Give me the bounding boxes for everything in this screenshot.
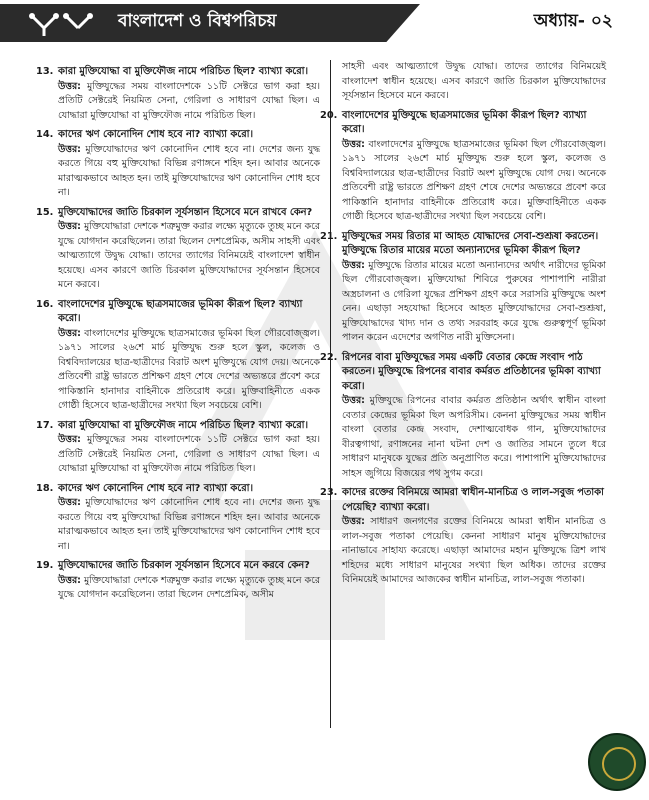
answer-text [342, 394, 606, 481]
answer-text [58, 574, 320, 603]
answer-label: উত্তর: [58, 143, 81, 155]
question-text: কাদের ঋণ কোনোদিন শোধ হবে না? ব্যাখ্যা করো। [58, 482, 253, 494]
question-number: 23. [320, 487, 338, 498]
question-item [36, 482, 320, 555]
question-item [36, 559, 320, 603]
answer-label: উত্তর: [58, 434, 81, 445]
answer-label: উত্তর: [58, 327, 81, 339]
answer-label: উত্তর: [58, 497, 81, 508]
question-item [36, 65, 320, 123]
question-text: কারা মুক্তিযোদ্ধা বা মুক্তিফৌজ নামে পরিচিত ছিল? ব্যাখ্যা করো। [58, 419, 308, 431]
answer-text [58, 496, 320, 554]
answer-label: উত্তর: [342, 259, 365, 271]
question-text: মুক্তিযোদ্ধাদের জাতি চিরকাল সূর্যসন্তান হিসেবে মনে করবে কেন? [58, 560, 310, 571]
answer-body: মুক্তিযোদ্ধারা দেশকে শত্রুমুক্ত করার লক্ষ্যে মৃত্যুকে তুচ্ছ মনে করে যুদ্ধে যোগদান করেছিলেন। তারা ছিলেন দেশপ্রেমিক, অসীম সাহসী এবং আত্মত্যাগে উদ্বুদ্ধ যোদ্ধা। তাদের ত্যাগের বিনিময়েই বাংলাদেশ স্বাধীন হয়েছে। এসব কারণে জাতি চিরকাল মুক্তিযোদ্ধাদের সূর্যসন্তান হিসেবে মনে করবে। [58, 221, 320, 290]
answer-body: মুক্তিযোদ্ধাদের ঋণ কোনোদিন শোধ হবে না। দেশের জন্য যুদ্ধ করতে গিয়ে বহু মুক্তিযোদ্ধা বিভিন্ন রণাঙ্গনে শহিদ হন। আবার অনেকে মারাত্মকভাবে আহত হন। তাই মুক্তিযোদ্ধাদের ঋণ কোনোদিন শোধ হবে না। [58, 143, 320, 198]
question-item [36, 419, 320, 477]
question-text: কারা মুক্তিযোদ্ধা বা মুক্তিফৌজ নামে পরিচিত ছিল? ব্যাখ্যা করো। [58, 66, 308, 77]
question-item [36, 298, 320, 414]
question-item [320, 109, 606, 225]
answer-body: মুক্তিযুদ্ধের সময় বাংলাদেশকে ১১টি সেক্টরে ভাগ করা হয়। প্রতিটি সেক্টরেই নিয়মিত সেনা, গেরিলা ও সাধারণ যোদ্ধা ছিল। এ যোদ্ধারা মুক্তিযোদ্ধা বা মুক্তিফৌজ নামে পরিচিত ছিল। [58, 434, 320, 474]
question-heading [36, 419, 320, 434]
answer-label: উত্তর: [342, 395, 365, 406]
left-column [36, 60, 320, 603]
question-item [36, 206, 320, 293]
question-text: কাদের ঋণ কোনোদিন শোধ হবে না? ব্যাখ্যা করো। [58, 129, 253, 140]
question-heading [36, 559, 320, 574]
book-badge-icon [588, 733, 646, 791]
question-item [320, 351, 606, 482]
answer-text [58, 433, 320, 477]
question-number: 22. [320, 351, 338, 363]
column-divider [330, 60, 331, 728]
question-heading [36, 482, 320, 497]
question-heading [320, 230, 606, 259]
question-item [320, 486, 606, 588]
book-title: বাংলাদেশ ও বিশ্বপরিচয় [118, 11, 277, 31]
question-number: 14. [36, 129, 54, 140]
answer-body: মুক্তিযুদ্ধে রিপনের বাবার কর্মরত প্রতিষ্ঠান অর্থাৎ স্বাধীন বাংলা বেতার কেন্দ্রের ভূমিকা ছিল অপরিসীম। কেননা মুক্তিযুদ্ধের সময় স্বাধীন বাংলা বেতার কেন্দ্র সংবাদ, দেশাত্মবোধক গান, মুক্তিযোদ্ধাদের বীরত্বগাথা, রণাঙ্গনের নানা ঘটনা দেশ ও জাতির সামনে তুলে ধরে সাধারণ মানুষকে যুদ্ধের প্রতি অনুপ্রাণিত করে। পাশাপাশি মুক্তিযোদ্ধাদের সাহস জুগিয়ে বিজয়ের পথ সুগম করে। [342, 395, 606, 479]
answer-body: মুক্তিযোদ্ধারা দেশকে শত্রুমুক্ত করার লক্ষ্যে মৃত্যুকে তুচ্ছ মনে করে যুদ্ধে যোগদান করেছিলেন। তারা ছিলেন দেশপ্রেমিক, অসীম [58, 574, 320, 600]
answer-body: মুক্তিযোদ্ধাদের ঋণ কোনোদিন শোধ হবে না। দেশের জন্য যুদ্ধ করতে গিয়ে বহু মুক্তিযোদ্ধা বিভিন্ন রণাঙ্গনে শহিদ হন। আবার অনেকে মারাত্মকভাবে আহত হন। তাই মুক্তিযোদ্ধাদের ঋণ কোনোদিন শোধ হবে না। [58, 497, 320, 552]
question-number: 17. [36, 419, 54, 431]
answer-text [342, 259, 606, 346]
question-heading [36, 128, 320, 143]
right-column [320, 60, 606, 588]
question-text: মুক্তিযোদ্ধাদের জাতি চিরকাল সূর্যসন্তান হিসেবে মনে রাখবে কেন? [58, 206, 313, 218]
molecule-logo-icon [26, 10, 96, 38]
answer-text [58, 327, 320, 414]
question-item [36, 128, 320, 201]
answer-label: উত্তর: [58, 221, 81, 232]
question-number: 15. [36, 206, 54, 218]
question-heading [320, 109, 606, 138]
answer-text [58, 220, 320, 293]
chapter-label: অধ্যায়- ০২ [533, 11, 613, 31]
question-heading [36, 298, 320, 327]
question-number: 19. [36, 560, 54, 571]
answer-text [342, 138, 606, 225]
answer-label: উত্তর: [342, 138, 365, 150]
answer-label: উত্তর: [58, 574, 81, 586]
answer-body: বাংলাদেশের মুক্তিযুদ্ধে ছাত্রসমাজের ভূমিকা ছিল গৌরবোজ্জ্বল। ১৯৭১ সালের ২৬শে মার্চ মুক্তিযুদ্ধ শুরু হলে স্কুল, কলেজ ও বিশ্ববিদ্যালয়ের ছাত্র-ছাত্রীদের বিরাট অংশ মুক্তিযুদ্ধে যোগ দেয়। অনেকে প্রতিবেশী রাষ্ট্র ভারতে প্রশিক্ষণ গ্রহণ শেষে দেশের অভ্যন্তরে প্রবেশ করে পাকিস্তানি হানাদার বাহিনীকে প্রতিরোধ করে। মুক্তিবাহিনীতে একক গোষ্ঠী হিসেবে ছাত্র-ছাত্রীদের সংখ্যা ছিল সবচেয়ে বেশি। [58, 327, 320, 411]
answer-text [342, 515, 606, 588]
answer-label: উত্তর: [58, 80, 81, 92]
question-heading [36, 206, 320, 221]
question-text: বাংলাদেশের মুক্তিযুদ্ধে ছাত্রসমাজের ভূমিকা কীরূপ ছিল? ব্যাখ্যা করো। [58, 298, 303, 324]
answer-text [58, 80, 320, 124]
question-item [320, 230, 606, 346]
question-text: বাংলাদেশের মুক্তিযুদ্ধে ছাত্রসমাজের ভূমিকা কীরূপ ছিল? ব্যাখ্যা করো। [342, 109, 587, 135]
question-text: রিপনের বাবা মুক্তিযুদ্ধের সময় একটি বেতার কেন্দ্রে সংবাদ পাঠ করতেন। মুক্তিযুদ্ধে রিপনের বাবার কর্মরত প্রতিষ্ঠানের ভূমিকা ব্যাখ্যা করো। [342, 351, 601, 392]
question-heading [320, 486, 606, 515]
answer-body: সাধারণ জনগণের রক্তের বিনিময়ে আমরা স্বাধীন মানচিত্র ও লাল-সবুজ পতাকা পেয়েছি। কেননা সাধারণ মানুষ মুক্তিযোদ্ধাদের নানাভাবে সাহায্য করেছে। এছাড়া আমাদের মহান মুক্তিযুদ্ধে ত্রিশ লাখ শহিদের মধ্যে সাধারণ মানুষের সংখ্যা ছিল অধিক। তাদের রক্তের বিনিময়েই আমাদের আজকের স্বাধীন মানচিত্র, লাল-সবুজ পতাকা। [342, 516, 606, 585]
answer-label: উত্তর: [342, 516, 365, 527]
answer-body: মুক্তিযুদ্ধে রিতার মায়ের মতো অন্যান্যদের অর্থাৎ নারীদের ভূমিকা ছিল গৌরবোজ্জ্বল। মুক্তিযোদ্ধা শিবিরে পুরুষের পাশাপাশি নারীরা অস্ত্রচালনা ও গেরিলা যুদ্ধের প্রশিক্ষণ গ্রহণ করে সরাসরি মুক্তিযুদ্ধে অংশ নেন। এছাড়া সহযোদ্ধা হিসেবে আহত মুক্তিযোদ্ধাদের সেবা-শুশ্রূষা, মুক্তিযোদ্ধাদের খাদ্য দান ও তথ্য সরবরাহ করে যুদ্ধে গুরুত্বপূর্ণ ভূমিকা পালন করেন এদেশের অগণিত নারী মুক্তিসেনা। [342, 259, 606, 343]
answer-body: মুক্তিযুদ্ধের সময় বাংলাদেশকে ১১টি সেক্টরে ভাগ করা হয়। প্রতিটি সেক্টরেই নিয়মিত সেনা, গেরিলা ও সাধারণ যোদ্ধা ছিল। এ যোদ্ধারা মুক্তিযোদ্ধা বা মুক্তিফৌজ নামে পরিচিত ছিল। [58, 80, 320, 121]
answer-text [58, 143, 320, 201]
page-header [0, 0, 649, 46]
question-number: 21. [320, 230, 338, 242]
answer-body: বাংলাদেশের মুক্তিযুদ্ধে ছাত্রসমাজের ভূমিকা ছিল গৌরবোজ্জ্বল। ১৯৭১ সালের ২৬শে মার্চ মুক্তিযুদ্ধ শুরু হলে স্কুল, কলেজ ও বিশ্ববিদ্যালয়ের ছাত্র-ছাত্রীদের বিরাট অংশ মুক্তিযুদ্ধে যোগ দেয়। অনেকে প্রতিবেশী রাষ্ট্র ভারতে প্রশিক্ষণ গ্রহণ শেষে দেশের অভ্যন্তরে প্রবেশ করে পাকিস্তানি হানাদার বাহিনীকে প্রতিরোধ করে। মুক্তিবাহিনীতে একক গোষ্ঠী হিসেবে ছাত্র-ছাত্রীদের সংখ্যা ছিল সবচেয়ে বেশি। [342, 138, 606, 222]
question-text: কাদের রক্তের বিনিময়ে আমরা স্বাধীন-মানচিত্র ও লাল-সবুজ পতাকা পেয়েছি? ব্যাখ্যা করো। [342, 487, 604, 513]
continuation-text: সাহসী এবং আত্মত্যাগে উদ্বুদ্ধ যোদ্ধা। তাদের ত্যাগের বিনিময়েই বাংলাদেশ স্বাধীন হয়েছে। এসব কারণে জাতি চিরকাল মুক্তিযোদ্ধাদের সূর্যসন্তান হিসেবে মনে করবে। [342, 61, 606, 101]
question-heading [36, 65, 320, 80]
question-number: 20. [320, 109, 338, 121]
question-heading [320, 351, 606, 395]
question-number: 13. [36, 66, 54, 77]
question-number: 18. [36, 482, 54, 494]
question-number: 16. [36, 298, 54, 310]
question-text: মুক্তিযুদ্ধের সময় রিতার মা আহত যোদ্ধাদের সেবা-শুশ্রূষা করতেন। মুক্তিযুদ্ধে রিতার মায়ের মতো অন্যান্যদের ভূমিকা কীরূপ ছিল? [342, 230, 599, 256]
